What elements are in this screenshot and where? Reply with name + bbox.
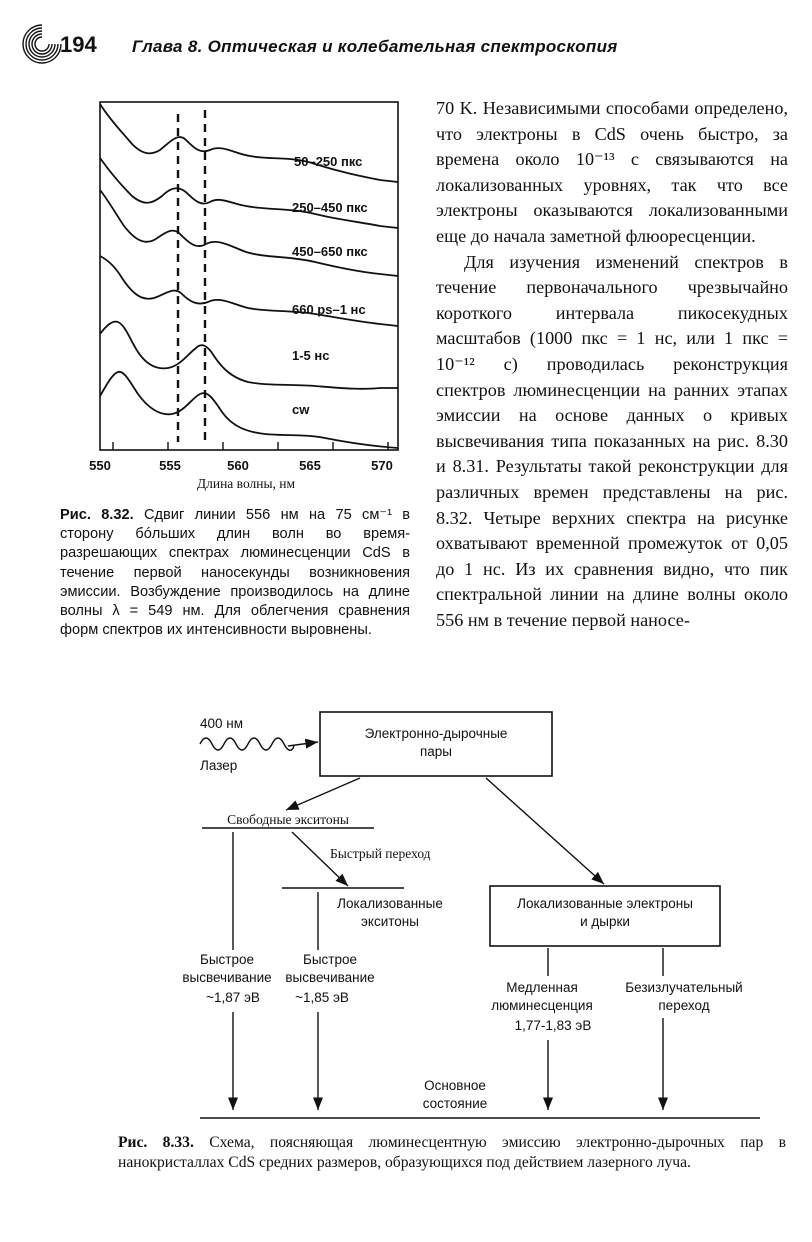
- trace-label-4: 660 ps–1 нс: [292, 302, 366, 317]
- spectrum-trace-6: [100, 372, 398, 448]
- figure-8-32: [60, 96, 410, 496]
- slow-lum-label-1: Медленная: [506, 980, 578, 995]
- nonrad-label-1: Безизлучательный: [625, 980, 743, 995]
- fast-em1-label-2: высвечивание: [182, 970, 272, 985]
- fast-em2-label-2: высвечивание: [285, 970, 375, 985]
- caption-number: Рис. 8.32.: [60, 507, 134, 523]
- fast-em1-energy: ~1,87 эВ: [206, 990, 260, 1005]
- ehp-label-1: Электронно-дырочные: [364, 726, 508, 741]
- page-number: 194: [60, 32, 97, 57]
- trace-label-3: 450–650 пкс: [292, 244, 368, 259]
- figure-8-33: [0, 700, 812, 1130]
- arrow-to-free-excitons: [286, 778, 360, 810]
- fast-em2-label-1: Быстрое: [302, 952, 358, 967]
- fast-em2-energy: ~1,85 эВ: [295, 990, 349, 1005]
- caption-text: Схема, поясняющая люминесцентную эмиссию электронно-дырочных пар в нанокристаллах CdS средних размеров, образующихся под действием лазерного луча.: [118, 1134, 786, 1171]
- loc-excitons-label-1: Локализованные: [337, 896, 443, 911]
- nonrad-label-2: переход: [658, 998, 710, 1013]
- laser-label: Лазер: [200, 758, 238, 773]
- caption-text: Сдвиг линии 556 нм на 75 см⁻¹ в сторону бóльших длин волн во время-разрешающих спектрах люминесценции CdS в течение первой наносекунды возникновения эмиссии. Возбуждение производилось на длине волны λ = 549 нм. Для облегчения сравнения форм спектров их интенсивности выровнены.: [60, 507, 410, 639]
- x-tick-570: 570: [371, 458, 393, 473]
- figure-8-33-caption: [118, 1133, 786, 1173]
- spectrum-trace-1: [100, 104, 398, 182]
- laser-wavelength-label: 400 нм: [200, 716, 244, 731]
- x-tick-560: 560: [227, 458, 249, 473]
- trace-label-6: cw: [292, 402, 310, 417]
- trace-label-5: 1-5 нс: [292, 348, 330, 363]
- paragraph-2: Для изучения изменений спектров в течение первоначального чрезвычайно короткого интервала пикосекудных масштабов (1000 пкс = 1 нс, или 1 пкс = 10⁻¹² с) проводилась реконструкция спектров люминесценции на ранних этапах эмиссии на основе данных о кривых высвечивания типа показанных на рис. 8.30 и 8.31. Результаты такой реконструкции для различных времен представлены на рис. 8.32. Четыре верхних спектра на рисунке охватывают временной промежуток от 0,05 до 1 нс. Из их сравнения видно, что пик спектральной линии на длине волны около 556 нм в течение первой наносе-: [436, 251, 788, 630]
- x-tick-550: 550: [89, 458, 111, 473]
- fast-em1-label-1: Быстрое: [199, 952, 255, 967]
- slow-lum-energy: 1,77-1,83 эВ: [514, 1018, 592, 1033]
- slow-lum-label-2: люминесценция: [491, 998, 593, 1013]
- laser-wave: [200, 738, 294, 750]
- paragraph-1: 70 K. Независимыми способами определено, что электроны в CdS очень быстро, за времена около 10⁻¹³ с связываются на локализованных уровнях, так что все электроны оказываются локализованными еще до начала заметной флюоресценции.: [436, 98, 788, 246]
- trace-label-2: 250–450 пкс: [292, 200, 368, 215]
- ground-label-1: Основное: [424, 1078, 486, 1093]
- ehp-label-2: пары: [419, 744, 453, 759]
- x-axis-label: Длина волны, нм: [196, 476, 296, 491]
- ground-label-2: состояние: [422, 1096, 488, 1111]
- caption-number: Рис. 8.33.: [118, 1134, 194, 1151]
- x-tick-565: 565: [299, 458, 321, 473]
- laser-arrow: [288, 742, 318, 746]
- body-text-column: [436, 96, 788, 633]
- chapter-logo-icon: [20, 22, 64, 68]
- arrow-to-loc-carriers: [486, 778, 604, 884]
- running-title: Глава 8. Оптическая и колебательная спектроскопия: [132, 37, 618, 56]
- spectrum-trace-5: [100, 322, 398, 389]
- free-excitons-label: Свободные экситоны: [227, 812, 349, 827]
- fast-transition-label: Быстрый переход: [330, 846, 431, 861]
- loc-excitons-label-2: экситоны: [361, 914, 419, 929]
- page-header: [20, 22, 800, 72]
- loc-carriers-label-1: Локализованные электроны: [517, 896, 693, 911]
- loc-carriers-label-2: и дырки: [580, 914, 630, 929]
- figure-8-32-caption: [60, 506, 410, 640]
- x-tick-555: 555: [159, 458, 181, 473]
- trace-label-1: 50–250 пкс: [294, 154, 363, 169]
